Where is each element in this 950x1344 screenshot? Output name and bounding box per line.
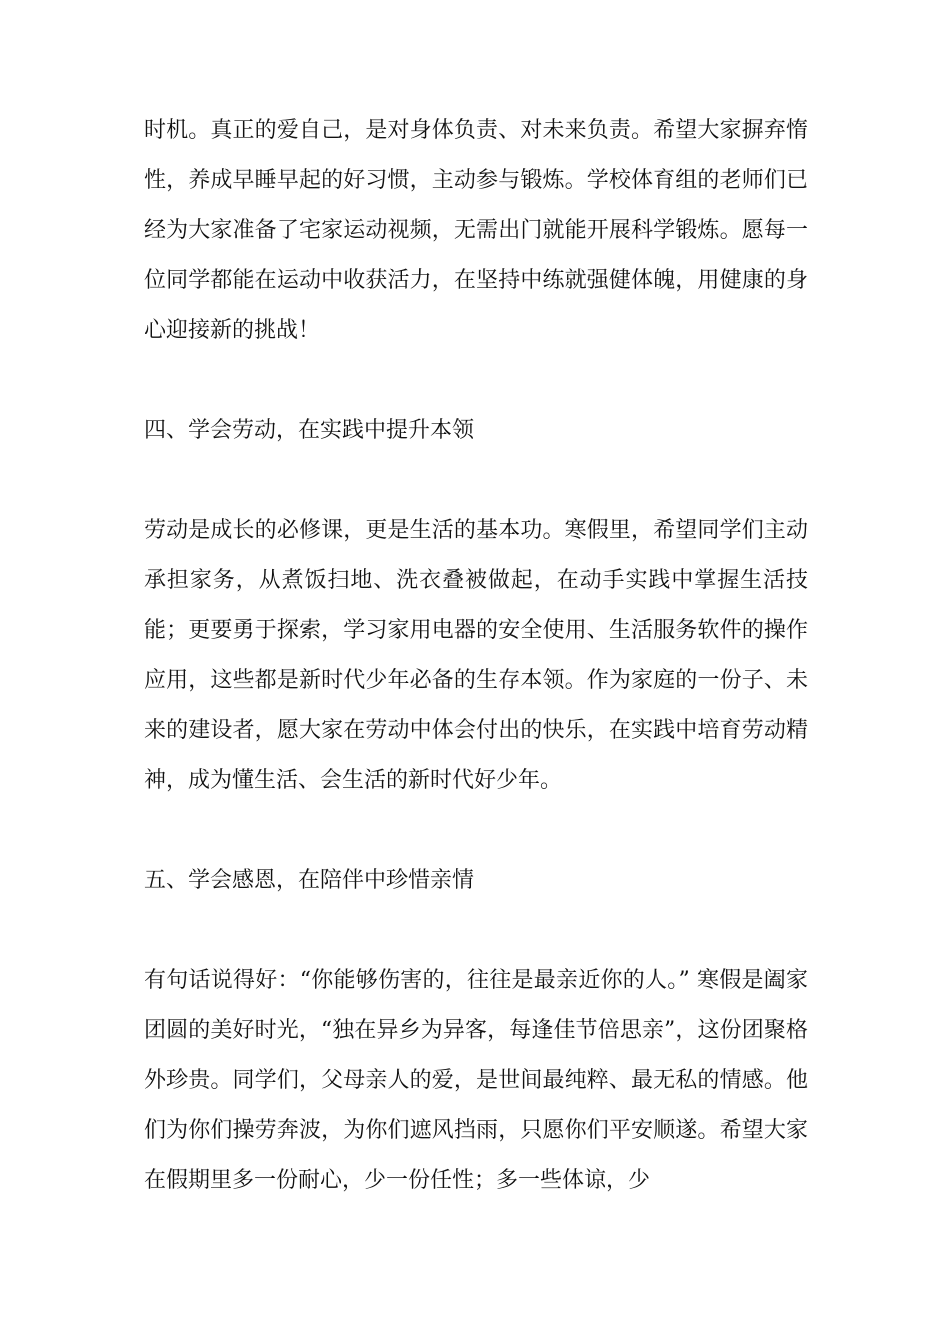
paragraph-exercise-conclusion: 时机。真正的爱自己，是对身体负责、对未来负责。希望大家摒弃惰性，养成早睡早起的好习惯，主动参与锻炼。学校体育组的老师们已经为大家准备了宅家运动视频，无需出门就能开展科学锻炼。愿每一位同学都能在运动中收获活力，在坚持中练就强健体魄，用健康的身心迎接新的挑战！	[144, 118, 808, 343]
section-heading-gratitude: 五、学会感恩，在陪伴中珍惜亲情	[144, 868, 475, 893]
section-heading-labor: 四、学会劳动，在实践中提升本领	[144, 418, 475, 443]
paragraph-spacer	[144, 806, 808, 856]
paragraph-gratitude: 有句话说得好：“你能够伤害的，往往是最亲近你的人。” 寒假是阖家团圆的美好时光，“独在异乡为异客，每逢佳节倍思亲”，这份团聚格外珍贵。同学们，父母亲人的爱，是世间最纯粹、最无私的情感。他们为你们操劳奔波，为你们遮风挡雨，只愿你们平安顺遂。希望大家在假期里多一份耐心，少一份任性；多一些体谅，少	[144, 968, 808, 1193]
paragraph-spacer	[144, 356, 808, 406]
document-body	[144, 106, 808, 1206]
paragraph-spacer	[144, 906, 808, 956]
paragraph-spacer	[144, 456, 808, 506]
paragraph-labor: 劳动是成长的必修课，更是生活的基本功。寒假里，希望同学们主动承担家务，从煮饭扫地、洗衣叠被做起，在动手实践中掌握生活技能；更要勇于探索，学习家用电器的安全使用、生活服务软件的操作应用，这些都是新时代少年必备的生存本领。作为家庭的一份子、未来的建设者，愿大家在劳动中体会付出的快乐，在实践中培育劳动精神，成为懂生活、会生活的新时代好少年。	[144, 518, 808, 793]
